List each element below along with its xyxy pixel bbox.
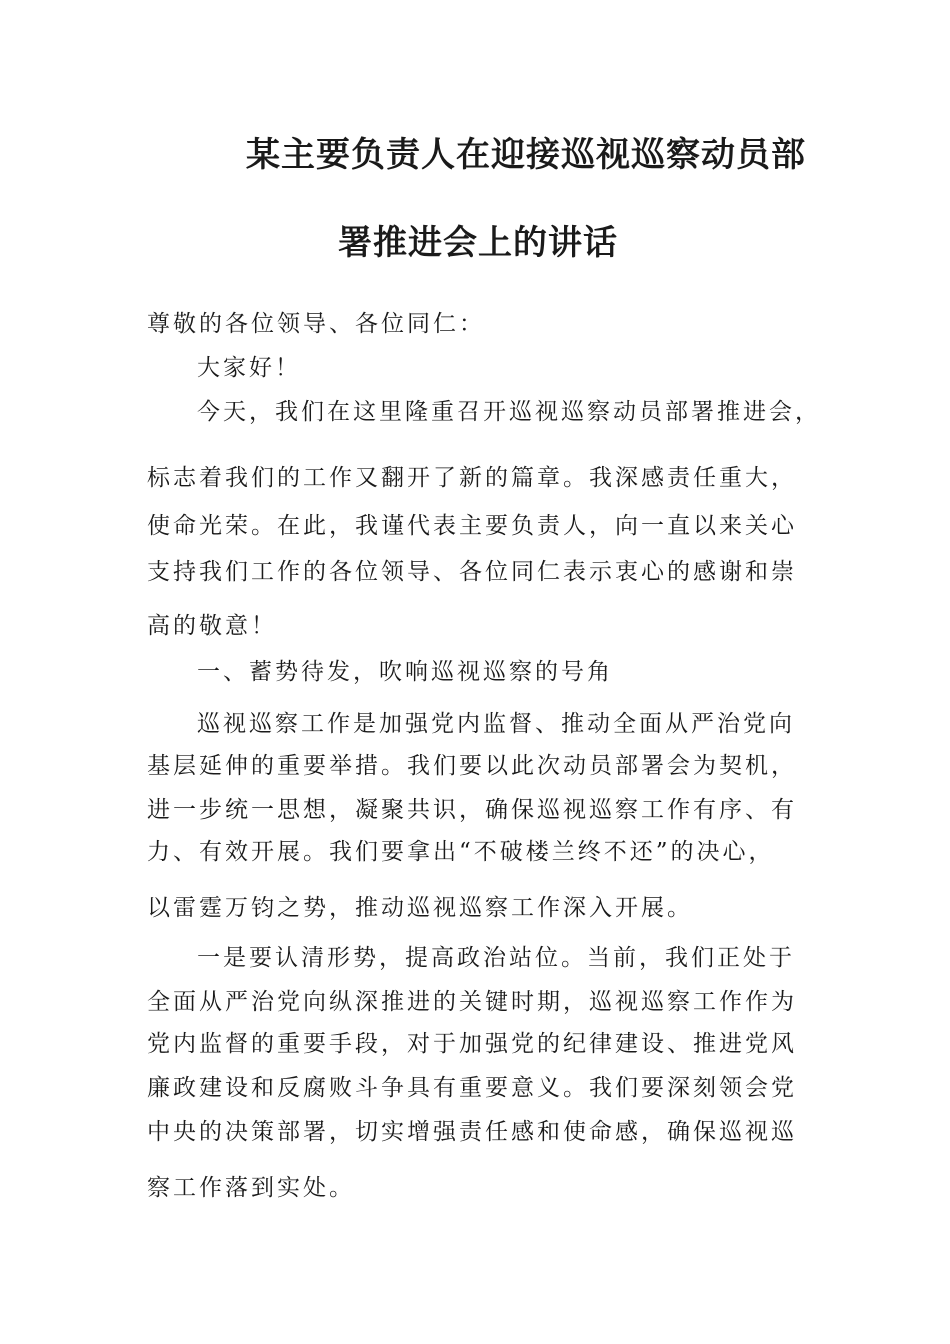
paragraph-line: 党内监督的重要手段，对于加强党的纪律建设、推进党风 <box>147 1031 797 1057</box>
paragraph-line: 使命光荣。在此，我谨代表主要负责人，向一直以来关心 <box>147 513 797 539</box>
document-title-line-1: 某主要负责人在迎接巡视巡察动员部 <box>246 135 806 175</box>
paragraph-line: 巡视巡察工作是加强党内监督、推动全面从严治党向 <box>197 711 795 737</box>
paragraph-line: 进一步统一思想，凝聚共识，确保巡视巡察工作有序、有 <box>147 797 797 823</box>
paragraph-line: 全面从严治党向纵深推进的关键时期，巡视巡察工作作为 <box>147 989 797 1015</box>
paragraph-line: 高的敬意！ <box>147 613 277 639</box>
salutation: 尊敬的各位领导、各位同仁： <box>147 311 485 337</box>
paragraph-line: 力、有效开展。我们要拿出“不破楼兰终不还”的决心， <box>147 839 775 865</box>
greeting: 大家好！ <box>197 355 301 381</box>
paragraph-line: 以雷霆万钧之势，推动巡视巡察工作深入开展。 <box>147 895 693 921</box>
paragraph-line: 标志着我们的工作又翻开了新的篇章。我深感责任重大， <box>147 465 797 491</box>
paragraph-line: 察工作落到实处。 <box>147 1175 355 1201</box>
paragraph-line: 支持我们工作的各位领导、各位同仁表示衷心的感谢和崇 <box>147 559 797 585</box>
paragraph-line: 基层延伸的重要举措。我们要以此次动员部署会为契机， <box>147 753 797 779</box>
paragraph-line: 今天，我们在这里隆重召开巡视巡察动员部署推进会， <box>197 399 821 425</box>
document-title-line-2: 署推进会上的讲话 <box>338 223 618 263</box>
paragraph-line: 廉政建设和反腐败斗争具有重要意义。我们要深刻领会党 <box>147 1075 797 1101</box>
paragraph-line: 中央的决策部署，切实增强责任感和使命感，确保巡视巡 <box>147 1119 797 1145</box>
paragraph-line: 一是要认清形势，提高政治站位。当前，我们正处于 <box>197 945 795 971</box>
section-heading: 一、蓄势待发，吹响巡视巡察的号角 <box>197 659 613 685</box>
